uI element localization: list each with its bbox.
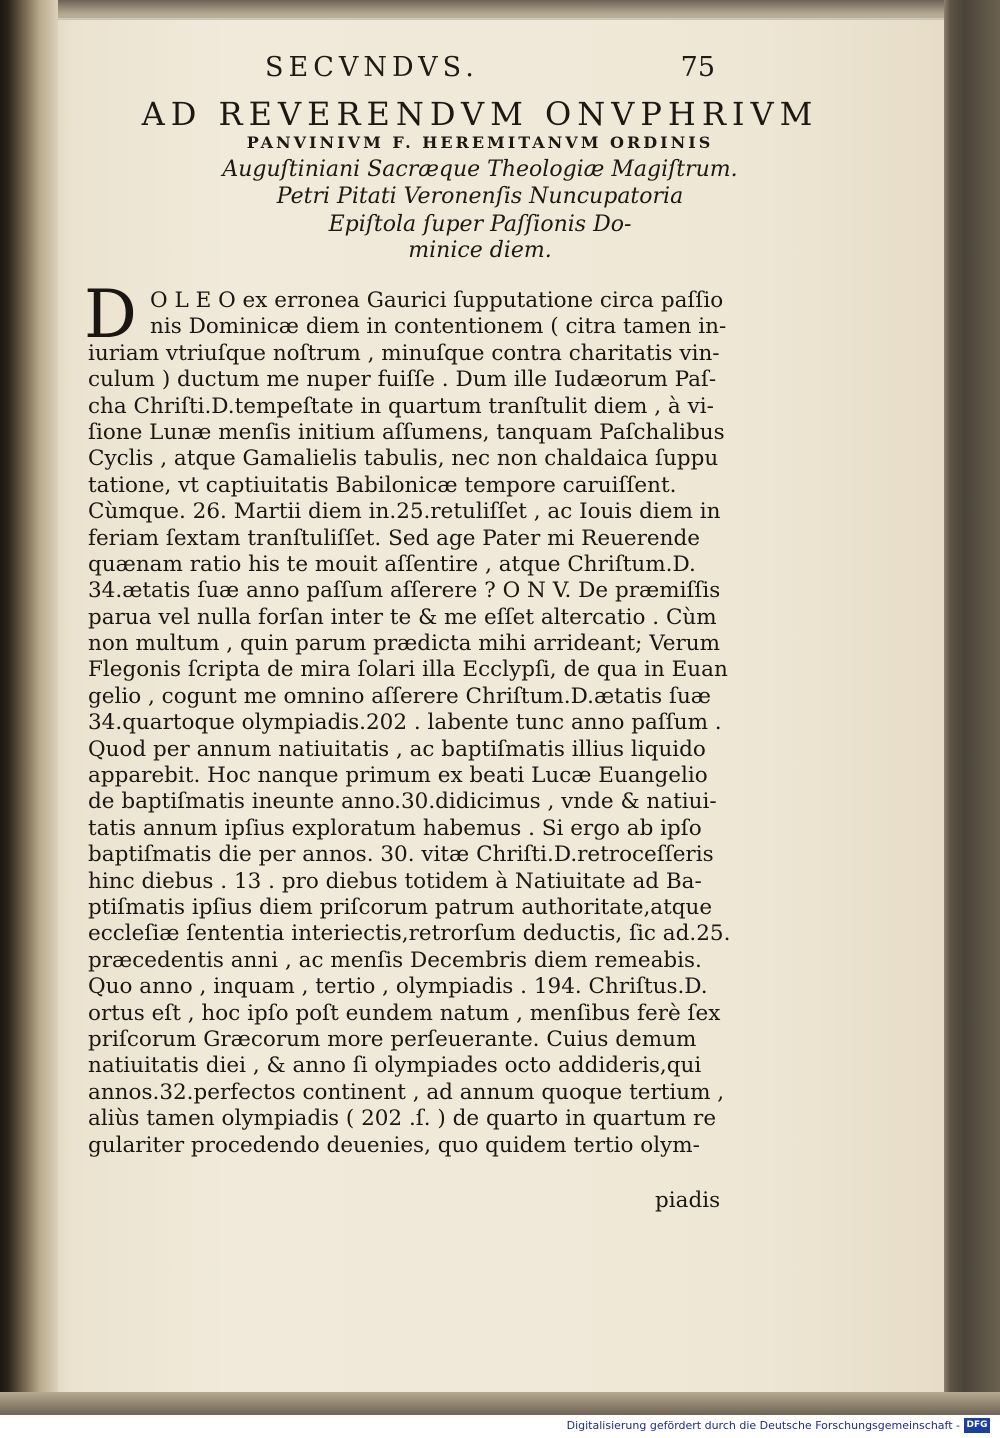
body-line: gelio , cogunt me omnino aſſerere Chriſtum.D.ætatis ſuæ xyxy=(88,683,712,709)
body-line: priſcorum Græcorum more perſeuerante. Cuius demum xyxy=(88,1026,697,1052)
body-text xyxy=(84,276,778,1159)
drop-cap: D xyxy=(84,276,137,353)
body-line: Cyclis , atque Gamalielis tabulis, nec non chaldaica ſuppu xyxy=(88,446,719,472)
heading-line-5: Epiſtola ſuper Paſſionis Do- xyxy=(328,212,632,237)
body-line: annos.32.perfectos continent , ad annum quoque tertium , xyxy=(88,1079,725,1105)
body-line: culum ) ductum me nuper fuiſſe . Dum ille Iudæorum Paſ- xyxy=(88,367,717,393)
body-line: parua vel nulla forſan inter te & me eſſet altercatio . Cùm xyxy=(88,604,717,630)
heading-line-3: Auguſtiniani Sacræque Theologiæ Magiſtrum. xyxy=(222,157,738,182)
heading-line-6: minice diem. xyxy=(408,238,552,263)
heading-line-1: AD REVERENDVM ONVPHRIVM xyxy=(141,95,819,133)
running-title: SECVNDVS. xyxy=(265,52,479,83)
digitization-footer xyxy=(0,1415,1000,1438)
body-line: Cùmque. 26. Martii diem in.25.retuliſſet , ac Iouis diem in xyxy=(88,499,721,525)
body-line: cha Chriſti.D.tempeſtate in quartum tranſtulit diem , à vi- xyxy=(88,393,714,419)
body-line: tatione, vt captiuitatis Babilonicæ tempore caruiſſent. xyxy=(88,472,677,498)
page-bottom-edge xyxy=(0,1392,1000,1415)
body-line: natiuitatis diei , & anno ſi olympiades octo addideris,qui xyxy=(88,1053,702,1079)
body-line: Quo anno , inquam , tertio , olympiadis . 194. Chriſtus.D. xyxy=(88,974,708,1000)
body-line: baptiſmatis die per annos. 30. vitæ Chriſti.D.retroceſſeris xyxy=(88,842,714,868)
body-line: gulariter procedendo deuenies, quo quidem tertio olym- xyxy=(88,1132,700,1158)
body-line: tatis annum ipſius exploratum habemus . Si ergo ab ipſo xyxy=(88,815,702,841)
catchword: piadis xyxy=(655,1188,721,1213)
running-head xyxy=(265,52,715,86)
body-line: Quod per annum natiuitatis , ac baptiſmatis illius liquido xyxy=(88,736,706,762)
body-line: quænam ratio his te mouit aſſentire , atque Chriſtum.D. xyxy=(88,551,696,577)
funding-notice: Digitalisierung gefördert durch die Deutsche Forschungsgemeinschaft - xyxy=(566,1419,960,1432)
body-line: iuriam vtriuſque noſtrum , minuſque contra charitatis vin- xyxy=(88,340,720,366)
heading-line-4: Petri Pitati Veronenſis Nuncupatoria xyxy=(276,184,684,209)
dfg-logo: DFG xyxy=(964,1418,990,1433)
body-line: hinc diebus . 13 . pro diebus totidem à Natiuitate ad Ba- xyxy=(88,868,702,894)
body-line: O L E O ex erronea Gaurici ſupputatione circa paſſio xyxy=(150,288,724,313)
body-line: nis Dominicæ diem in contentionem ( citra tamen in- xyxy=(150,314,727,340)
body-line: aliùs tamen olympiadis ( 202 .ſ. ) de quarto in quartum re xyxy=(88,1106,717,1132)
body-line: non multum , quin parum prædicta mihi arrideant; Verum xyxy=(88,631,721,657)
body-line: 34.ætatis ſuæ anno paſſum aſſerere ? O N V. De præmiſſis xyxy=(88,578,721,604)
body-line: præcedentis anni , ac menſis Decembris diem remeabis. xyxy=(88,947,702,973)
body-line: eccleſiæ ſententia interiectis,retrorſum deductis, ſic ad.25. xyxy=(88,921,731,947)
body-line: 34.quartoque olympiadis.202 . labente tunc anno paſſum . xyxy=(88,710,722,736)
book-binding xyxy=(0,0,58,1415)
body-line: feriam ſextam tranſtuliſſet. Sed age Pater mi Reuerende xyxy=(88,525,700,551)
body-line: ptiſmatis ipſius diem priſcorum patrum authoritate,atque xyxy=(88,894,713,920)
page-number: 75 xyxy=(680,52,715,83)
heading-line-2: PANVINIVM F. HEREMITANVM ORDINIS xyxy=(246,133,714,152)
body-line: apparebit. Hoc nanque primum ex beati Lucæ Euangelio xyxy=(88,763,708,789)
body-line: ortus eſt , hoc ipſo poſt eundem natum , menſibus ferè ſex xyxy=(88,1000,721,1026)
body-line: de baptiſmatis ineunte anno.30.didicimus , vnde & natiui- xyxy=(88,789,717,815)
body-line: ſione Lunæ menſis initium aſſumens, tanquam Paſchalibus xyxy=(88,419,725,445)
body-line: Flegonis ſcripta de mira ſolari illa Ecclypſi, de qua in Euan xyxy=(88,657,728,683)
page-top-edge xyxy=(0,0,1000,18)
page-right-edge xyxy=(944,0,1000,1415)
